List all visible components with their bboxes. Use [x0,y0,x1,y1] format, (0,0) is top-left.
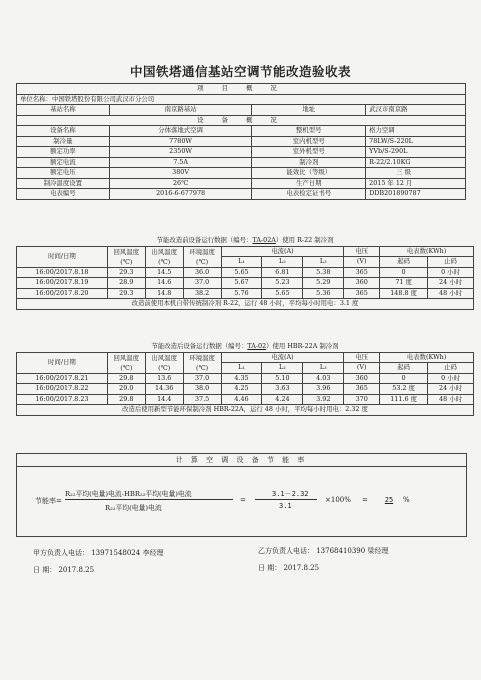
after-cell: 24 小时 [428,384,474,395]
before-cell: 37.0 [183,278,221,289]
equipment-row [17,126,466,137]
before-summary: 改造前使用本机自带传统制冷剂 R-22，运行 48 小时，平均每小时用电：3.1 度 [17,299,474,310]
unit-name-label: 单位名称： [20,94,52,103]
equipment-cell: 生产日期 [252,178,366,189]
after-cell: 4.24 [262,394,303,405]
after-header-return: 回风温度(℃) [107,352,145,373]
before-cell: 365 [344,267,380,278]
before-header-return: 回风温度(℃) [107,246,145,267]
equipment-cell: 分体落地式空调 [109,126,252,137]
before-cell: 5.65 [262,288,303,299]
after-cell: 29.8 [107,373,145,384]
before-cell: 0 小时 [428,267,474,278]
project-overview-header: 项 目 概 况 [17,84,466,95]
before-cell: 148.8 度 [380,288,428,299]
before-header-l3: L₃ [303,257,344,268]
equipment-cell: DDB201890787 [366,189,466,200]
after-cell: 16:00/2017.8.21 [17,373,108,384]
after-cell: 16:00/2017.8.23 [17,394,108,405]
calc-values-bar [255,499,317,500]
equipment-cell: 三 级 [366,168,466,179]
after-cell: 4.03 [303,373,344,384]
after-cell: 4.46 [221,394,262,405]
calc-result: 25 [384,496,394,504]
after-cell: 48 小时 [428,394,474,405]
before-cell: 5.76 [221,288,262,299]
after-header-meter: 电表数(KWh) [380,352,474,363]
table-row [17,288,474,299]
before-cell: 24 小时 [428,278,474,289]
equipment-cell: 整机型号 [252,126,366,137]
after-cell: 37.0 [183,373,221,384]
before-cell: 5.67 [221,278,262,289]
after-cell: 3.92 [303,394,344,405]
party-a-contact: 甲方负责人电话： 13971548024 李经理 [33,549,164,557]
equipment-row [17,157,466,168]
calc-den-values: 3.1 [279,502,292,510]
before-header-l2: L₂ [262,257,303,268]
equipment-row [17,168,466,179]
after-cell: 0 小时 [428,373,474,384]
equipment-cell: 额定电压 [17,168,110,179]
before-cell: 29.3 [107,267,145,278]
after-header-ambient: 环境温度(℃) [183,352,221,373]
page-title: 中国铁塔通信基站空调节能改造验收表 [129,64,351,79]
after-header-voltage: 电压 [344,352,380,363]
equipment-cell: 格力空调 [366,126,466,137]
before-cell: 36.0 [183,267,221,278]
before-cell: 16:00/2017.8.19 [17,278,108,289]
equipment-cell: 室外机型号 [252,147,366,158]
after-cell: 38.0 [183,384,221,395]
unit-name-value: 中国铁塔股份有限公司武汉市分公司 [51,94,155,103]
before-cell: 38.2 [183,288,221,299]
calc-label: 节能率= [35,497,62,505]
equipment-cell: 能效比（等级） [252,168,366,179]
after-header-l3: L₃ [303,363,344,374]
before-header-end: 止码 [428,257,474,268]
after-header-voltage-unit: (V) [344,363,380,374]
after-header-current: 电流(A) [221,352,344,363]
before-cell: 365 [344,288,380,299]
equipment-cell: 额定功率 [17,147,110,158]
table-row [17,394,474,405]
equipment-cell: 室内机型号 [252,136,366,147]
before-cell: 360 [344,278,380,289]
equipment-cell: 制冷剂 [252,157,366,168]
before-header-voltage: 电压 [344,246,380,257]
before-header-meter: 电表数(KWh) [380,246,474,257]
before-data-table [16,236,474,310]
after-cell: 111.6 度 [380,394,428,405]
equipment-cell: 2350W [109,147,252,158]
before-cell: 6.81 [262,267,303,278]
after-caption-post: ）使用 HBR-22A 制冷剂 [266,342,339,351]
calc-denominator: R₂₂平均(电量)电流 [105,504,162,512]
table-row [17,278,474,289]
before-cell: 5.38 [303,267,344,278]
calc-equals: = [240,496,246,504]
calc-box [16,453,467,537]
calc-unit: % [403,496,410,504]
after-cell: 3.96 [303,384,344,395]
after-header-l1: L₁ [221,363,262,374]
before-header-outlet: 出风温度(℃) [145,246,183,267]
equipment-cell: YVb/S-290L [366,147,466,158]
table-row [17,373,474,384]
station-label: 基站名称 [17,105,110,116]
before-cell: 48 小时 [428,288,474,299]
before-cell: 5.29 [303,278,344,289]
equipment-row [17,147,466,158]
equipment-cell: 7780W [109,136,252,147]
equipment-cell: 额定电流 [17,157,110,168]
table-row [17,384,474,395]
equipment-cell: 电表检定证书号 [252,189,366,200]
party-b-contact: 乙方负责人电话： 13768410390 梁经理 [258,547,389,555]
after-cell: 13.6 [145,373,183,384]
equipment-cell: 制冷量 [17,136,110,147]
after-cell: 16:00/2017.8.22 [17,384,108,395]
calc-numerator: R₂₂平均(电量)电流-HBR₂₂平均(电量)电流 [65,490,192,498]
before-cell: 29.3 [107,288,145,299]
after-header-outlet: 出风温度(℃) [145,352,183,373]
equipment-cell: 电表编号 [17,189,110,200]
before-header-time: 时间/日期 [17,246,108,267]
before-cell: 71 度 [380,278,428,289]
after-caption-pre: 节能改造后设备运行数据（编号： [151,342,248,351]
after-header-time: 时间/日期 [17,352,108,373]
equipment-row [17,136,466,147]
after-cell: 14.4 [145,394,183,405]
before-header-ambient: 环境温度(℃) [183,246,221,267]
after-cell: 365 [344,384,380,395]
before-caption-code: TA-02A [252,236,276,245]
after-cell: 360 [344,373,380,384]
calc-multiplier: ×100% [325,496,351,504]
equipment-row [17,178,466,189]
before-cell: 16:00/2017.8.20 [17,288,108,299]
before-header-current: 电流(A) [221,246,344,257]
after-cell: 14.36 [145,384,183,395]
before-cell: 28.9 [107,278,145,289]
equipment-cell: 制冷温度设置 [17,178,110,189]
equipment-overview-header: 设 备 概 况 [17,115,466,126]
before-cell: 5.65 [221,267,262,278]
after-header-l2: L₂ [262,363,303,374]
after-header-end: 止码 [428,363,474,374]
overview-table [16,83,466,200]
after-cell: 4.25 [221,384,262,395]
station-value: 南京路基站 [109,105,252,116]
equipment-cell: 2015 年 12 月 [366,178,466,189]
after-caption-code: TA-02 [247,342,267,351]
equipment-cell: 380V [109,168,252,179]
after-cell: 37.5 [183,394,221,405]
equipment-cell: R-22/2.10KG [366,157,466,168]
after-cell: 4.35 [221,373,262,384]
after-data-table [16,342,474,416]
before-cell: 0 [380,267,428,278]
before-cell: 16:00/2017.8.18 [17,267,108,278]
before-caption [17,236,474,246]
after-cell: 3.63 [262,384,303,395]
before-cell: 5.36 [303,288,344,299]
equipment-cell: 2016-6-677978 [109,189,252,200]
before-caption-post: ）使用 R-22 制冷剂 [275,236,334,245]
after-cell: 0 [380,373,428,384]
unit-name-row [17,94,466,105]
equipment-cell: 设备名称 [17,126,110,137]
after-caption [17,342,474,352]
before-cell: 14.6 [145,278,183,289]
after-cell: 53.2 度 [380,384,428,395]
before-header-start: 起码 [380,257,428,268]
address-value: 武汉市南京路 [366,105,466,116]
after-header-start: 起码 [380,363,428,374]
before-header-l1: L₁ [221,257,262,268]
party-a-date: 日 期： 2017.8.25 [33,566,95,574]
after-cell: 5.10 [262,373,303,384]
before-cell: 5.23 [262,278,303,289]
before-header-voltage-unit: (V) [344,257,380,268]
before-caption-pre: 节能改造前设备运行数据（编号： [156,236,253,245]
equipment-row [17,189,466,200]
equipment-cell: 78LW/S-220L [366,136,466,147]
before-cell: 14.5 [145,267,183,278]
party-b-date: 日 期： 2017.8.25 [258,564,320,572]
calc-fraction-bar [65,499,233,500]
table-row [17,267,474,278]
equipment-cell: 7.5A [109,157,252,168]
before-cell: 14.8 [145,288,183,299]
calc-num-values: 3.1－2.32 [272,490,309,498]
calc-header: 计 算 空 调 设 备 节 能 率 [17,454,466,467]
address-label: 地址 [252,105,366,116]
after-cell: 29.0 [107,384,145,395]
after-summary: 改造后使用新型节能环保制冷剂 HBR-22A，运行 48 小时，平均每小时用电：2.32 度 [17,405,474,416]
after-cell: 370 [344,394,380,405]
after-cell: 29.8 [107,394,145,405]
equipment-cell: 26℃ [109,178,252,189]
calc-equals-2: = [362,496,368,504]
